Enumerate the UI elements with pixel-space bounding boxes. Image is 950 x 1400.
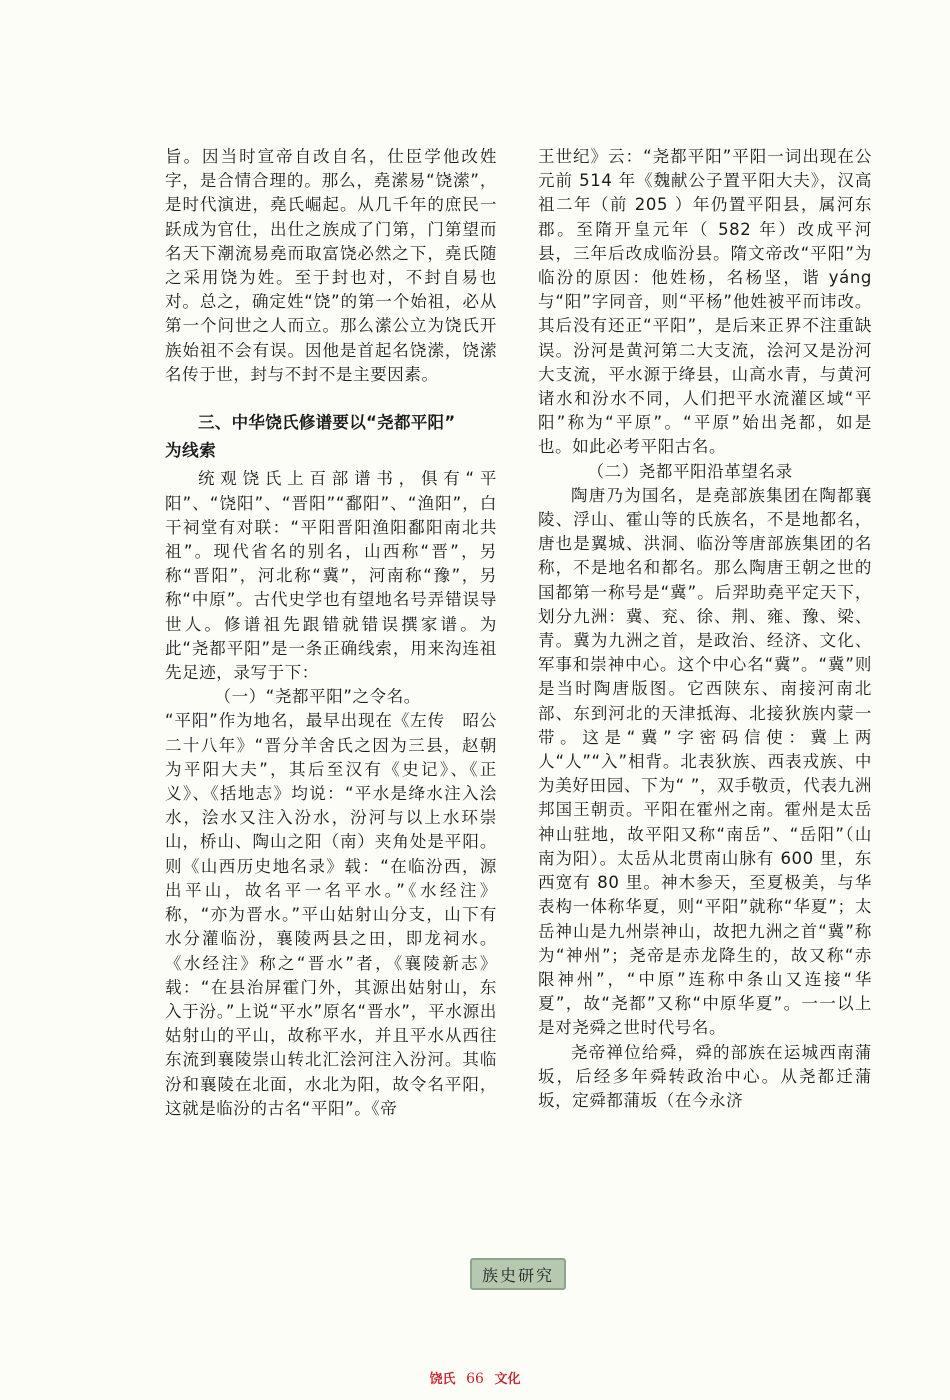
- footer-magazine-name: 饶氏: [429, 1372, 456, 1387]
- paragraph: 统观饶氏上百部谱书，俱有“平阳”、“饶阳”、“晋阳”“鄱阳”、“渔阳”，白干祠堂有对联：“平阳晋阳渔阳鄱阳南北共祖”。现代省名的别名，山西称“晋”，另称“晋阳”，河北称“冀”，河南称“豫”，另称“中原”。古代史学也有望地名号弄错误导世人。修谱祖先跟错就错误撰家谱。为此“尧都平阳”是一条正确线索，用来沟连祖先足迹，录写于下：: [165, 469, 497, 683]
- paragraph: 尧帝禅位给舜，舜的部族在运城西南蒲坂，后经多年舜转政治中心。从尧都迁蒲坂，定舜都蒲坂（在今永济: [538, 1042, 872, 1110]
- paragraph: 旨。因当时宣帝自改自名，仕臣学他改姓字，是合情合理的。那么，堯潆易“饶潆”，是时代演进，堯氏崛起。从几千年的庶民一跃成为官仕，出仕之族成了门第，门第望而名天下潮流易堯而取富饶必然之下，堯氏随之采用饶为姓。至于封也对，不封自易也对。总之，确定姓“饶”的第一个始祖，必从第一个问世之人而立。那么潆公立为饶氏开族始祖不会有误。因他是首起名饶潆，饶潆名传于世，封与不封不是主要因素。: [165, 147, 497, 384]
- page-number: 66: [466, 1371, 484, 1387]
- paragraph: 陶唐乃为国名，是堯部族集团在陶都襄陵、浮山、霍山等的氏族名，不是地都名，唐也是翼城、洪洞、临汾等唐部族集团的名称，不是地名和都名。那么陶唐王朝之世的国都第一称号是“冀”。后羿助堯平定天下，划分九洲：冀、兖、徐、荆、雍、豫、梁、青。冀为九洲之首，是政治、经济、文化、军事和崇神中心。这个中心名“冀”。“冀”则是当时陶唐版图。它西陕东、南接河南北部、东到河北的天津抵海、北接狄族内蒙一带。这是“冀”字密码信使：冀上两人“人”“入”相背。北表狄族、西表戎族、中为美好田园、下为“ ”，双手敬贡，代表九洲邦国王朝贡。平阳在霍州之南。霍州是太岳神山驻地，故平阳又称“南岳”、“岳阳”（山南为阳）。太岳从北贯南山脉有 600 里，东西宽有 80 里。神木参天，至夏极美，与华表构一体称华夏，则“平阳”就称“华夏”；太岳神山是九州崇神山，故把九洲之首“冀”称为“神州”；尧帝是赤龙降生的，故又称“赤限神州”，“中原”连称中条山又连接“华夏”，故“尧都”又称“中原华夏”。一一以上是对尧舜之世时代号名。: [538, 485, 872, 1038]
- section-heading: 三、中华饶氏修谱要以“尧都平阳”: [198, 413, 456, 433]
- page-footer: [0, 1368, 950, 1387]
- section-banner: 族史研究: [470, 1258, 566, 1290]
- paragraph: “平阳”作为地名，最早出现在《左传 昭公二十八年》“晋分羊舍氏之因为三县，赵朝为平阳大夫”，其后至汉有《史记》、《正义》、《括地志》均说：“平水是绛水注入浍水，浍水又注入汾水，汾河与以上水环崇山，桥山、陶山之阳（南）夹角处是平阳。则《山西历史地名录》载：“在临汾西，源出平山，故名平一名平水。”《水经注》称，“亦为晋水。”平山姑射山分支，山下有水分灌临汾，襄陵两县之田，即龙祠水。《水经注》称之“晋水”者，《襄陵新志》载：“在县治屏霍门外，其源出姑射山，东入于汾。”上说“平水”原名“晋水”，平水源出姑射山的平山，故称平水，并且平水从西往东流到襄陵崇山转北汇浍河注入汾河。其临汾和襄陵在北面，水北为阳，故令名平阳，这就是临汾的古名“平阳”。《帝: [165, 711, 497, 1118]
- subsection-heading: （二）尧都平阳沿革望名录: [587, 461, 793, 481]
- right-column: [538, 145, 872, 1113]
- paragraph: 王世纪》云：“尧都平阳”平阳一词出现在公元前 514 年《魏献公子置平阳大夫》，汉高祖二年（前 205 ）年仍置平阳县，属河东郡。至隋开皇元年（ 582 年）改成平河县，三年后改成临汾县。隋文帝改“平阳”为临汾的原因：他姓杨，名杨坚，谐 yáng 与“阳”字同音，则“平杨”他姓被平而讳改。其后没有还正“平阳”，是后来正界不注重缺误。汾河是黄河第二大支流，浍河又是汾河大支流，平水源于绛县，山高水青，与黄河诸水和汾水不同，人们把平水流灌区域“平阳”称为“平原”。“平原”始出尧都，如是也。如此必考平阳古名。: [538, 147, 872, 457]
- section-heading-continued: 为线索: [165, 441, 217, 461]
- left-column: [165, 145, 497, 1121]
- subsection-heading: （一）“尧都平阳”之令名。: [214, 687, 421, 707]
- footer-section-name: 文化: [494, 1372, 521, 1387]
